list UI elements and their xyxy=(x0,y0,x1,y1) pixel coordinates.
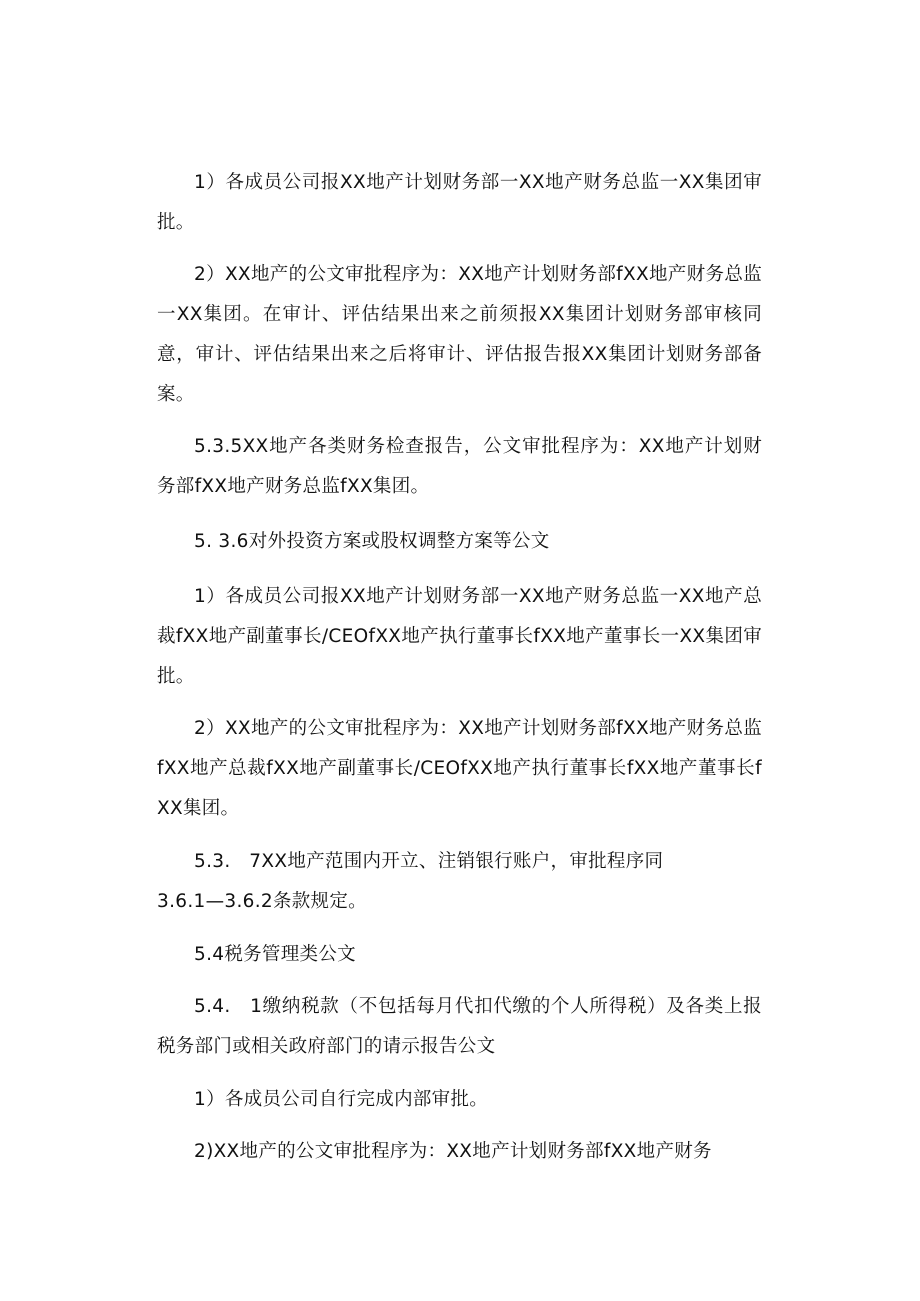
paragraph-6: 2）XX地产的公文审批程序为：XX地产计划财务部fXX地产财务总监fXX地产总裁fXX地产副董事长/CEOfXX地产执行董事长fXX地产董事长fXX集团。 xyxy=(157,718,762,819)
document-body xyxy=(157,163,762,1172)
paragraph-10: 1）各成员公司自行完成内部审批。 xyxy=(194,1089,489,1110)
paragraph-7: 5.3. 7XX地产范围内开立、注销银行账户，审批程序同 xyxy=(194,851,664,872)
paragraph-1: 1）各成员公司报XX地产计划财务部一XX地产财务总监一XX集团审批。 xyxy=(157,172,762,233)
paragraph-7-continuation: 3.6.1—3.6.2条款规定。 xyxy=(157,891,367,912)
paragraph-8-heading: 5.4税务管理类公文 xyxy=(194,944,356,965)
paragraph-9: 5.4. 1缴纳税款（不包括每月代扣代缴的个人所得税）及各类上报税务部门或相关政府部门的请示报告公文 xyxy=(157,996,762,1057)
paragraph-4-heading: 5. 3.6对外投资方案或股权调整方案等公文 xyxy=(194,531,550,552)
paragraph-3: 5.3.5XX地产各类财务检查报告，公文审批程序为：XX地产计划财务部fXX地产财务总监fXX集团。 xyxy=(157,436,762,497)
paragraph-2: 2）XX地产的公文审批程序为：XX地产计划财务部fXX地产财务总监一XX集团。在审计、评估结果出来之前须报XX集团计划财务部审核同意，审计、评估结果出来之后将审计、评估报告报XX集团计划财务部备案。 xyxy=(157,264,762,405)
paragraph-11: 2)XX地产的公文审批程序为：XX地产计划财务部fXX地产财务 xyxy=(194,1141,712,1162)
paragraph-5: 1）各成员公司报XX地产计划财务部一XX地产财务总监一XX地产总裁fXX地产副董事长/CEOfXX地产执行董事长fXX地产董事长一XX集团审批。 xyxy=(157,586,762,687)
